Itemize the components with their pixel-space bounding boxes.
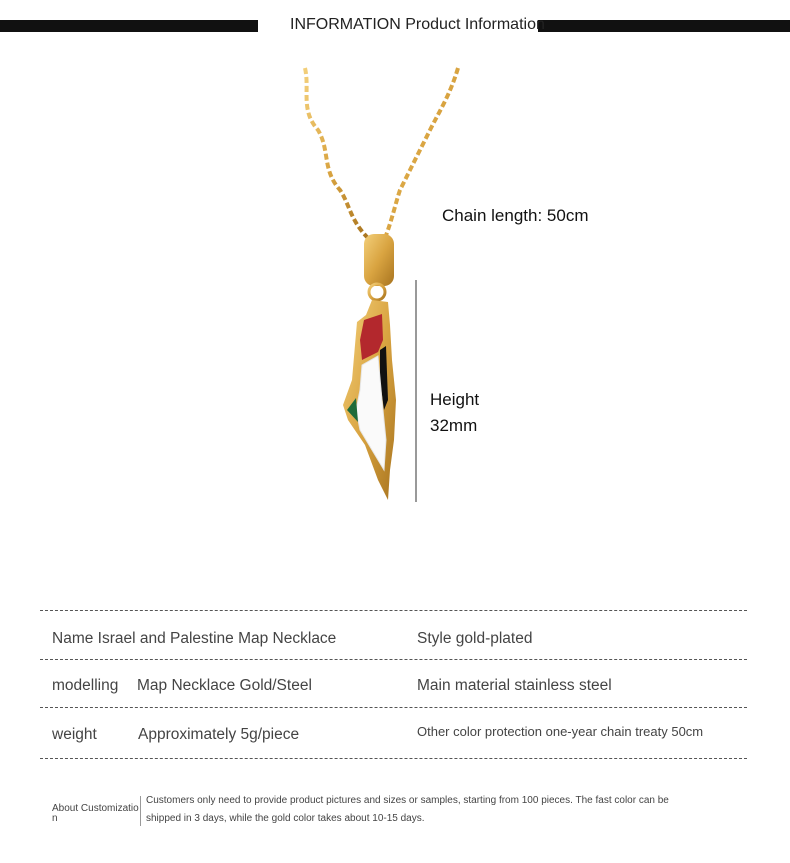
table-divider-bottom bbox=[40, 758, 747, 759]
jump-ring bbox=[369, 284, 385, 300]
spec-modelling-value: Map Necklace Gold/Steel bbox=[137, 677, 312, 694]
customization-label: About Customization bbox=[52, 803, 139, 824]
spec-weight-value: Approximately 5g/piece bbox=[138, 726, 300, 743]
spec-weight-key: weight bbox=[52, 726, 97, 743]
spec-modelling-key: modelling bbox=[52, 677, 119, 694]
spec-material: Main material stainless steel bbox=[417, 677, 612, 694]
table-divider-1 bbox=[40, 659, 747, 660]
customization-text: Customers only need to provide product pictures and sizes or samples, starting from 100 pieces. The fast color can be shipped in 3 days, while the gold color takes about 10-15 days. bbox=[146, 795, 669, 824]
pendant-bail bbox=[364, 234, 394, 286]
spec-style: Style gold-plated bbox=[417, 630, 533, 647]
height-label-value: 32mm bbox=[430, 416, 478, 435]
spec-name: Name Israel and Palestine Map Necklace bbox=[52, 630, 337, 647]
page-title: INFORMATION Product Information bbox=[290, 16, 545, 33]
customization-separator bbox=[140, 796, 141, 826]
height-label bbox=[430, 387, 479, 439]
height-label-title: Height bbox=[430, 390, 480, 409]
chain-left-strand bbox=[305, 68, 368, 238]
table-divider-2 bbox=[40, 707, 747, 708]
chain-length-label: Chain length: 50cm bbox=[442, 206, 589, 225]
table-divider-top bbox=[40, 610, 747, 611]
spec-other: Other color protection one-year chain treaty 50cm bbox=[417, 724, 704, 739]
